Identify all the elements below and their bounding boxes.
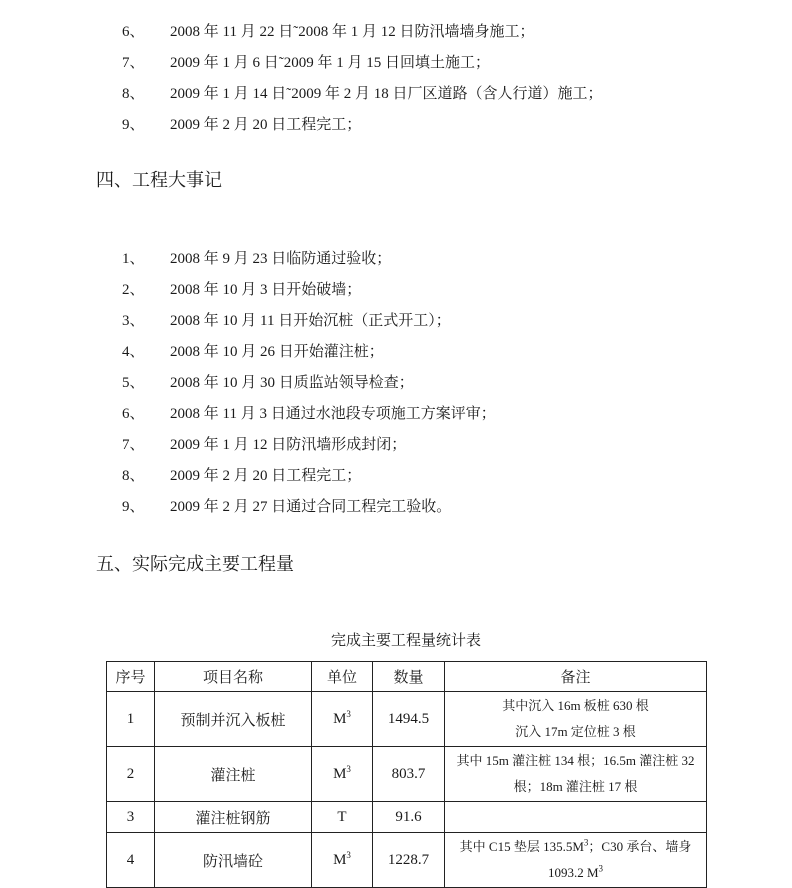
quantity-table	[106, 661, 707, 888]
remark-text: 1093.2 M	[547, 865, 599, 880]
list-item-text: 2008 年 10 月 26 日开始灌注桩；	[170, 344, 384, 360]
item-name: 灌注桩	[155, 747, 312, 802]
table-row	[107, 692, 707, 747]
table-row	[107, 747, 707, 802]
remark-line: 沉入 17m 定位桩 3 根	[515, 724, 636, 739]
section-heading: 四、工程大事记	[96, 170, 222, 190]
list-item-text: 2008 年 10 月 30 日质监站领导检查；	[170, 375, 414, 391]
list-item-number: 4、	[122, 344, 145, 360]
list-item-number: 7、	[122, 55, 145, 71]
column-header: 数量	[373, 662, 445, 692]
list-item-text: 2008 年 11 月 22 日˜2008 年 1 月 12 日防汛墙墙身施工；	[170, 24, 535, 40]
row-number: 1	[107, 692, 155, 747]
quantity-cell: 1494.5	[373, 692, 445, 747]
remark-line: 根；18m 灌注桩 17 根	[513, 779, 638, 794]
item-name: 灌注桩钢筋	[155, 802, 312, 833]
list-item-number: 3、	[122, 313, 145, 329]
list-item-number: 6、	[122, 406, 145, 422]
row-number: 3	[107, 802, 155, 833]
list-item-text: 2009 年 1 月 12 日防汛墙形成封闭；	[170, 437, 407, 453]
column-header: 单位	[312, 662, 373, 692]
unit-cell	[312, 692, 373, 747]
unit-cell	[312, 747, 373, 802]
list-item-number: 8、	[122, 86, 145, 102]
unit-text: M	[333, 710, 347, 727]
list-item-number: 6、	[122, 24, 145, 40]
remark-cell	[445, 833, 707, 888]
row-number: 4	[107, 833, 155, 888]
list-item-number: 2、	[122, 282, 145, 298]
table-row	[107, 802, 707, 833]
list-item-text: 2009 年 1 月 6 日˜2009 年 1 月 15 日回填土施工；	[170, 55, 490, 71]
unit-superscript: 3	[598, 863, 604, 874]
item-name: 防汛墙砼	[155, 833, 312, 888]
unit-superscript: 3	[346, 763, 351, 774]
list-item-number: 7、	[122, 437, 145, 453]
remark-text: 其中 C15 垫层 135.5M	[459, 839, 584, 854]
unit-cell: T	[312, 802, 373, 833]
list-item-number: 5、	[122, 375, 145, 391]
unit-superscript: 3	[346, 708, 351, 719]
list-item-text: 2009 年 2 月 20 日工程完工；	[170, 117, 362, 133]
list-item-text: 2009 年 2 月 27 日通过合同工程完工验收。	[170, 499, 452, 515]
table-row	[107, 833, 707, 888]
unit-superscript: 3	[346, 849, 351, 860]
list-item-number: 1、	[122, 251, 145, 267]
list-item-number: 8、	[122, 468, 145, 484]
remark-line: 其中 15m 灌注桩 134 根；16.5m 灌注桩 32	[456, 753, 695, 768]
section-heading: 五、实际完成主要工程量	[96, 554, 294, 574]
remark-line	[445, 860, 706, 886]
table-caption: 完成主要工程量统计表	[330, 633, 481, 649]
unit-text: M	[333, 851, 347, 868]
list-item-text: 2009 年 1 月 14 日˜2009 年 2 月 18 日厂区道路（含人行道）施工；	[170, 86, 603, 102]
list-item-text: 2008 年 11 月 3 日通过水池段专项施工方案评审；	[170, 406, 496, 422]
column-header: 序号	[107, 662, 155, 692]
list-item-text: 2008 年 10 月 11 日开始沉桩（正式开工）；	[170, 313, 451, 329]
list-item-text: 2008 年 9 月 23 日临防通过验收；	[170, 251, 392, 267]
list-item-number: 9、	[122, 499, 145, 515]
quantity-cell: 91.6	[373, 802, 445, 833]
unit-superscript: 3	[583, 837, 589, 848]
remark-cell	[445, 747, 707, 802]
list-item-number: 9、	[122, 117, 145, 133]
table-header-row	[107, 662, 707, 692]
quantity-cell: 803.7	[373, 747, 445, 802]
list-item-text: 2009 年 2 月 20 日工程完工；	[170, 468, 362, 484]
remark-line	[445, 834, 706, 860]
remark-cell	[445, 802, 707, 833]
quantity-cell: 1228.7	[373, 833, 445, 888]
item-name: 预制并沉入板桩	[155, 692, 312, 747]
unit-text: M	[333, 765, 347, 782]
column-header: 项目名称	[155, 662, 312, 692]
row-number: 2	[107, 747, 155, 802]
remark-cell	[445, 692, 707, 747]
list-item-text: 2008 年 10 月 3 日开始破墙；	[170, 282, 362, 298]
remark-line: 其中沉入 16m 板桩 630 根	[502, 698, 649, 713]
unit-cell	[312, 833, 373, 888]
column-header: 备注	[445, 662, 707, 692]
remark-text: ；C30 承台、墙身	[588, 839, 692, 854]
